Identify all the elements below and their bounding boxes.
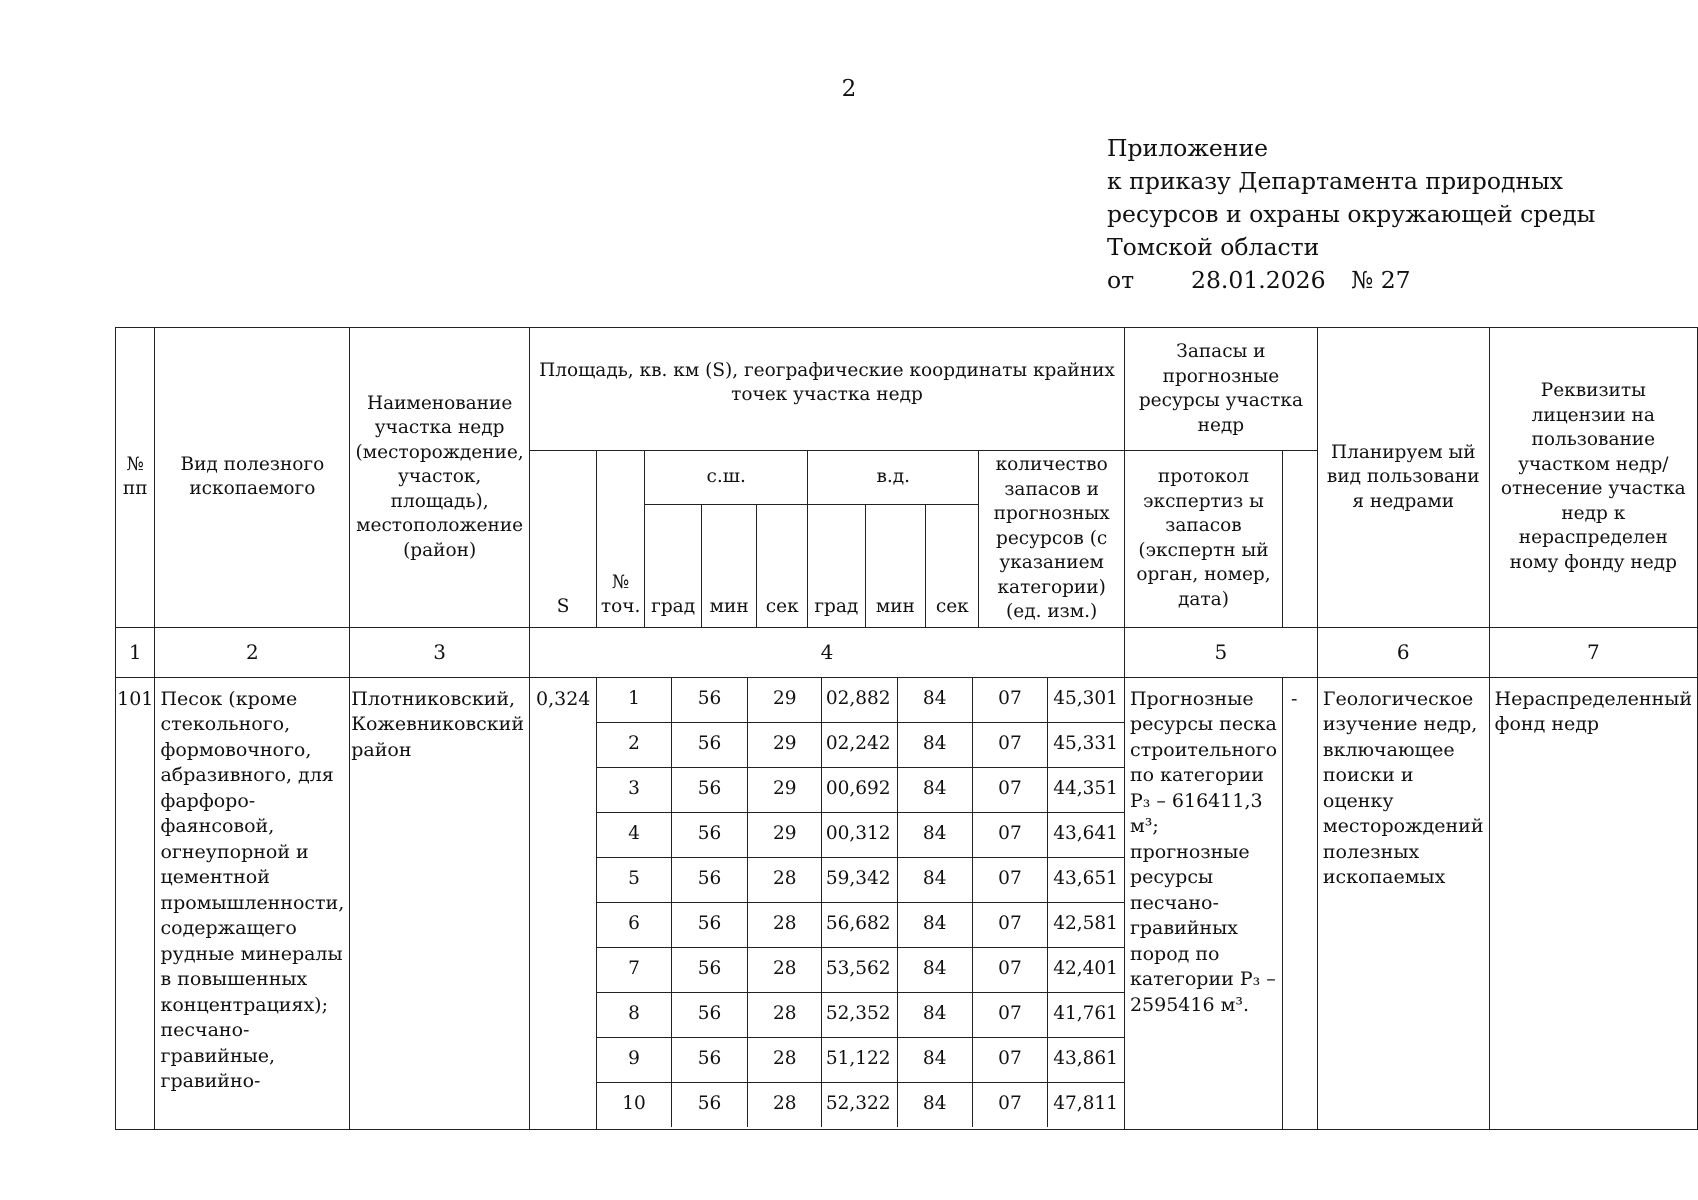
lat-degrees: 56 — [671, 1037, 747, 1082]
license-details: Нераспределенный фонд недр — [1489, 677, 1697, 1129]
header-reserves: Запасы и прогнозные ресурсы участка недр — [1124, 328, 1317, 451]
header-site: Наименование участка недр (месторождение, участок, площадь), местоположение (район) — [350, 328, 530, 628]
lon-seconds: 43,651 — [1048, 857, 1124, 902]
header-s: S — [529, 451, 596, 628]
coordinates-table — [597, 678, 1124, 1127]
appendix-line-2: ресурсов и охраны окружающей среды — [1107, 200, 1596, 228]
header-longitude: в.д. — [808, 451, 979, 505]
lon-seconds: 42,401 — [1048, 947, 1124, 992]
coordinate-row — [597, 767, 1124, 812]
coordinate-row — [597, 812, 1124, 857]
order-date-line — [1107, 264, 1595, 297]
lon-degrees: 84 — [897, 1082, 972, 1127]
appendix-line-3: Томской области — [1107, 233, 1320, 261]
lat-degrees: 56 — [671, 857, 747, 902]
point-number: 5 — [597, 857, 671, 902]
mineral-type: Песок (кроме стекольного, формовочного, абразивного, для фарфоро-фаянсовой, огнеупорной и цементной промышленности, содержащего рудные минералы в повышенных концентрациях); песчано-гравийные, гравийно- — [155, 677, 350, 1129]
order-date: 28.01.2026 — [1191, 266, 1326, 294]
lat-degrees: 56 — [671, 992, 747, 1037]
lon-minutes: 07 — [972, 722, 1047, 767]
point-number: 7 — [597, 947, 671, 992]
from-label: от — [1107, 266, 1135, 294]
lat-seconds: 02,242 — [822, 722, 897, 767]
column-number: 6 — [1317, 627, 1489, 677]
lon-minutes: 07 — [972, 1082, 1047, 1127]
lat-seconds: 00,312 — [822, 812, 897, 857]
row-number: 101 — [116, 677, 155, 1129]
lat-degrees: 56 — [671, 722, 747, 767]
header-point-no: № точ. — [597, 451, 645, 628]
lon-seconds: 41,761 — [1048, 992, 1124, 1037]
lat-seconds: 56,682 — [822, 902, 897, 947]
coordinate-row — [597, 722, 1124, 767]
header-protocol: протокол экспертиз ы запасов (экспертн ый орган, номер, дата) — [1124, 451, 1282, 628]
appendix-line-1: к приказу Департамента природных — [1107, 167, 1564, 195]
header-area-coordinates: Площадь, кв. км (S), географические координаты крайних точек участка недр — [529, 328, 1124, 451]
lon-minutes: 07 — [972, 992, 1047, 1037]
point-number: 10 — [597, 1082, 671, 1127]
appendix-block — [1107, 132, 1595, 297]
lat-minutes: 28 — [748, 992, 822, 1037]
lon-minutes: 07 — [972, 947, 1047, 992]
coordinate-row — [597, 992, 1124, 1037]
header-lat-min: мин — [702, 505, 757, 627]
column-number: 2 — [155, 627, 350, 677]
lon-degrees: 84 — [897, 857, 972, 902]
point-number: 1 — [597, 678, 671, 723]
coordinates-cell — [597, 677, 1125, 1129]
page-number: 2 — [841, 76, 857, 102]
point-number: 3 — [597, 767, 671, 812]
lon-degrees: 84 — [897, 722, 972, 767]
lat-minutes: 28 — [748, 857, 822, 902]
lon-degrees: 84 — [897, 902, 972, 947]
column-number: 5 — [1124, 627, 1317, 677]
lat-degrees: 56 — [671, 767, 747, 812]
lon-minutes: 07 — [972, 678, 1047, 723]
lon-degrees: 84 — [897, 812, 972, 857]
column-number: 7 — [1489, 627, 1697, 677]
header-lon-deg: град — [808, 505, 865, 627]
lat-minutes: 28 — [748, 1037, 822, 1082]
lon-minutes: 07 — [972, 1037, 1047, 1082]
lat-seconds: 02,882 — [822, 678, 897, 723]
lat-seconds: 52,352 — [822, 992, 897, 1037]
lon-seconds: 43,641 — [1048, 812, 1124, 857]
lat-minutes: 29 — [748, 812, 822, 857]
header-lon-min: мин — [865, 505, 926, 627]
header-planned-use: Планируем ый вид пользовани я недрами — [1317, 328, 1489, 628]
lon-degrees: 84 — [897, 947, 972, 992]
lon-seconds: 42,581 — [1048, 902, 1124, 947]
lat-minutes: 29 — [748, 767, 822, 812]
point-number: 9 — [597, 1037, 671, 1082]
lon-seconds: 43,861 — [1048, 1037, 1124, 1082]
lat-degrees: 56 — [671, 678, 747, 723]
coordinate-row — [597, 678, 1124, 723]
area-value: 0,324 — [529, 677, 596, 1129]
planned-use: Геологическое изучение недр, включающее поиски и оценку месторождений полезных ископаемых — [1317, 677, 1489, 1129]
header-lat-deg: град — [645, 505, 702, 627]
lon-seconds: 45,301 — [1048, 678, 1124, 723]
lon-minutes: 07 — [972, 812, 1047, 857]
point-number: 6 — [597, 902, 671, 947]
coordinate-row — [597, 947, 1124, 992]
column-number: 4 — [529, 627, 1124, 677]
site-name: Плотниковский, Кожевниковский район — [350, 677, 530, 1129]
lon-minutes: 07 — [972, 902, 1047, 947]
point-number: 8 — [597, 992, 671, 1037]
lat-degrees: 56 — [671, 1082, 747, 1127]
lat-minutes: 28 — [748, 1082, 822, 1127]
lon-degrees: 84 — [897, 767, 972, 812]
lat-minutes: 29 — [748, 678, 822, 723]
lat-seconds: 51,122 — [822, 1037, 897, 1082]
header-no: № пп — [116, 328, 155, 628]
coordinate-row — [597, 902, 1124, 947]
lon-minutes: 07 — [972, 857, 1047, 902]
lon-seconds: 44,351 — [1048, 767, 1124, 812]
lat-minutes: 28 — [748, 947, 822, 992]
lat-minutes: 28 — [748, 902, 822, 947]
header-quantity: количество запасов и прогнозных ресурсов (с указанием категории) (ед. изм.) — [979, 451, 1125, 628]
header-lon-sec: сек — [926, 505, 979, 627]
lat-degrees: 56 — [671, 902, 747, 947]
lon-seconds: 45,331 — [1048, 722, 1124, 767]
lon-degrees: 84 — [897, 678, 972, 723]
column-number: 1 — [116, 627, 155, 677]
expertise-protocol: - — [1283, 677, 1318, 1129]
header-mineral: Вид полезного ископаемого — [155, 328, 350, 628]
lat-minutes: 29 — [748, 722, 822, 767]
coordinate-row — [597, 1082, 1124, 1127]
appendix-title: Приложение — [1107, 134, 1269, 162]
lon-seconds: 47,811 — [1048, 1082, 1124, 1127]
lon-degrees: 84 — [897, 992, 972, 1037]
coordinate-row — [597, 857, 1124, 902]
header-license: Реквизиты лицензии на пользование участком недр/ отнесение участка недр к нераспределен ному фонду недр — [1489, 328, 1697, 628]
licensing-table — [115, 327, 1698, 1130]
header-lat-sec: сек — [757, 505, 808, 627]
lat-degrees: 56 — [671, 947, 747, 992]
lat-degrees: 56 — [671, 812, 747, 857]
lon-degrees: 84 — [897, 1037, 972, 1082]
order-number: № 27 — [1351, 266, 1411, 294]
column-number: 3 — [350, 627, 530, 677]
lat-seconds: 00,692 — [822, 767, 897, 812]
header-latitude: с.ш. — [645, 451, 808, 505]
lat-seconds: 52,322 — [822, 1082, 897, 1127]
point-number: 2 — [597, 722, 671, 767]
lat-seconds: 53,562 — [822, 947, 897, 992]
point-number: 4 — [597, 812, 671, 857]
reserves-quantity: Прогнозные ресурсы песка строительного по категории Р₃ – 616411,3 м³; прогнозные ресурсы песчано-гравийных пород по категории Р₃ – 2595416 м³. — [1124, 677, 1282, 1129]
lon-minutes: 07 — [972, 767, 1047, 812]
coordinate-row — [597, 1037, 1124, 1082]
lat-seconds: 59,342 — [822, 857, 897, 902]
